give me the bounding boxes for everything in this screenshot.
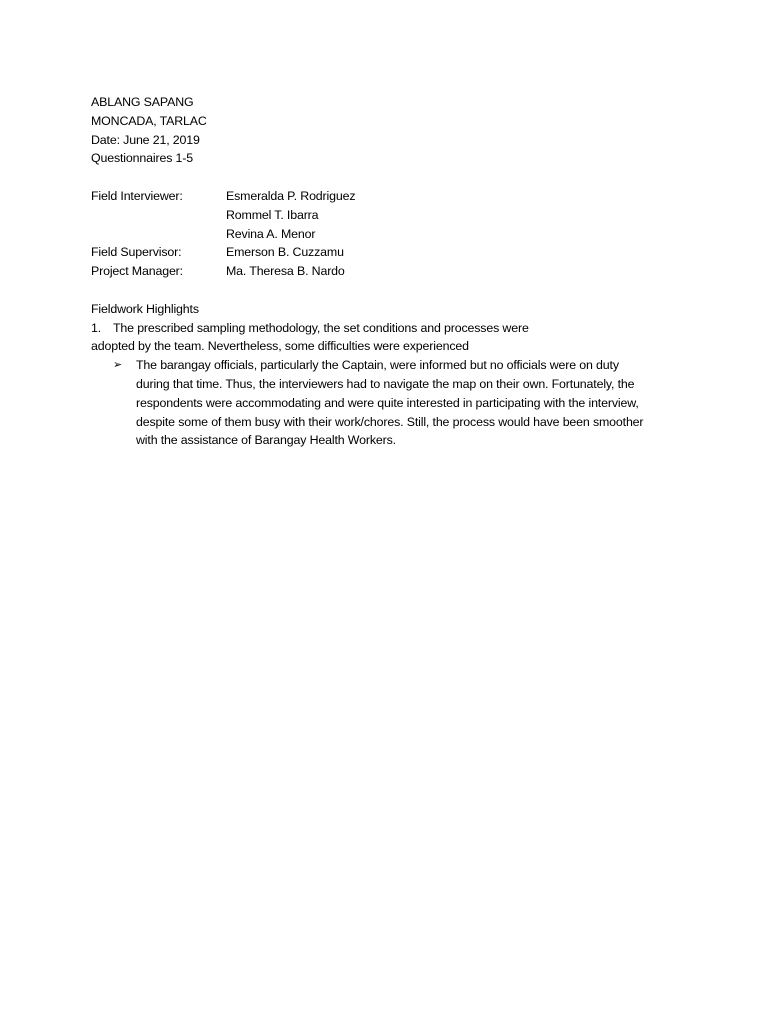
empty-label	[91, 225, 226, 244]
spacer	[91, 168, 691, 187]
location-municipality: MONCADA, TARLAC	[91, 113, 207, 128]
field-supervisor-row	[91, 243, 691, 262]
field-supervisor-name: Emerson B. Cuzzamu	[226, 245, 344, 260]
bullet-text-line-3: respondents were accommodating and were quite interested in participating with the interview,	[136, 395, 639, 410]
arrow-bullet-icon: ➢	[113, 359, 123, 372]
field-supervisor-label: Field Supervisor:	[91, 245, 182, 260]
highlights-heading: Fieldwork Highlights	[91, 301, 199, 316]
field-interviewer-name-3: Revina A. Menor	[226, 226, 316, 241]
bullet-text-line-1: The barangay officials, particularly the Captain, were informed but no officials were on duty	[136, 358, 619, 373]
empty-label	[91, 206, 226, 225]
field-interviewer-label: Field Interviewer:	[91, 188, 183, 203]
project-manager-row	[91, 262, 691, 281]
bullet-text-line-2: during that time. Thus, the interviewers had to navigate the map on their own. Fortunately, the	[136, 376, 635, 391]
item-number: 1.	[91, 320, 102, 335]
bullet-text-line-4: despite some of them busy with their work/chores. Still, the process would have been smoother	[136, 414, 644, 429]
project-manager-label: Project Manager:	[91, 264, 183, 279]
questionnaire-range: Questionnaires 1-5	[91, 151, 193, 166]
field-interviewer-name-1: Esmeralda P. Rodriguez	[226, 188, 356, 203]
field-interviewer-row-3	[91, 225, 691, 244]
document-date: Date: June 21, 2019	[91, 132, 200, 147]
spacer	[91, 281, 691, 300]
field-interviewer-name-2: Rommel T. Ibarra	[226, 207, 319, 222]
highlight-item-1	[91, 319, 691, 338]
location-barangay: ABLANG SAPANG	[91, 95, 194, 109]
project-manager-name: Ma. Theresa B. Nardo	[226, 264, 345, 279]
highlight-bullet	[91, 356, 676, 450]
field-interviewer-row	[91, 187, 691, 206]
field-interviewer-row-2	[91, 206, 691, 225]
item-text-line-1: The prescribed sampling methodology, the set conditions and processes were	[113, 320, 529, 335]
bullet-text-line-5: with the assistance of Barangay Health Workers.	[136, 433, 396, 448]
document-page	[91, 93, 691, 450]
item-text-line-2: adopted by the team. Nevertheless, some difficulties were experienced	[91, 339, 469, 354]
